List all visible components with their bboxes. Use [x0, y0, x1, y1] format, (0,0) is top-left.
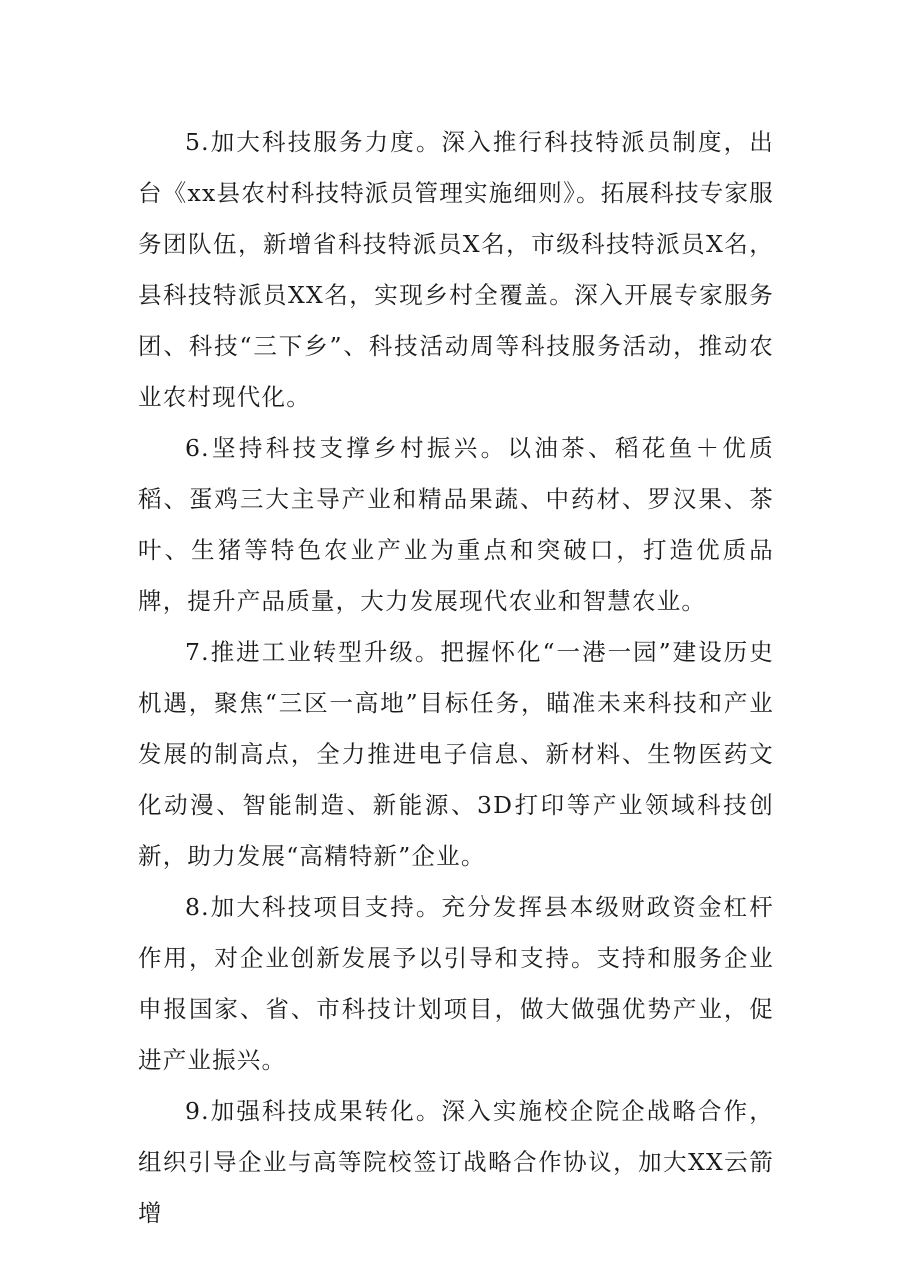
document-body [138, 117, 774, 1239]
paragraph-science-service: 5.加大科技服务力度。深入推行科技特派员制度，出台《xx县农村科技特派员管理实施细则》。拓展科技专家服务团队伍，新增省科技特派员X名，市级科技特派员X名，县科技特派员XX名，实现乡村全覆盖。深入开展专家服务团、科技“三下乡”、科技活动周等科技服务活动，推动农业农村现代化。 [138, 128, 774, 411]
paragraph-project-support: 8.加大科技项目支持。充分发挥县本级财政资金杠杆作用，对企业创新发展予以引导和支持。支持和服务企业申报国家、省、市科技计划项目，做大做强优势产业，促进产业振兴。 [138, 893, 774, 1074]
paragraph-rural-revitalization: 6.坚持科技支撑乡村振兴。以油茶、稻花鱼＋优质稻、蛋鸡三大主导产业和精品果蔬、中药材、罗汉果、茶叶、生猪等特色农业产业为重点和突破口，打造优质品牌，提升产品质量，大力发展现代农业和智慧农业。 [138, 434, 774, 615]
paragraph-achievement-transfer: 9.加强科技成果转化。深入实施校企院企战略合作，组织引导企业与高等院校签订战略合作协议，加大XX云箭增 [138, 1097, 774, 1227]
paragraph-industrial-upgrade: 7.推进工业转型升级。把握怀化“一港一园”建设历史机遇，聚焦“三区一高地”目标任务，瞄准未来科技和产业发展的制高点，全力推进电子信息、新材料、生物医药文化动漫、智能制造、新能源、3D打印等产业领域科技创新，助力发展“高精特新”企业。 [138, 638, 774, 870]
